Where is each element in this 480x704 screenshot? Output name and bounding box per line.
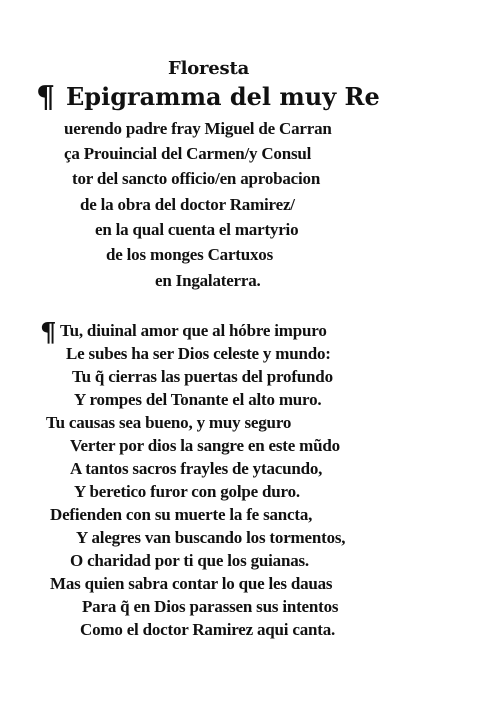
verse-line: Tu q̃ cierras las puertas del profundo bbox=[72, 367, 333, 386]
intro-line: en Ingalaterra. bbox=[155, 271, 261, 290]
running-header: Floresta bbox=[168, 58, 250, 79]
verse-line: Y alegres van buscando los tormentos, bbox=[76, 528, 346, 547]
verse-line: O charidad por ti que los guianas. bbox=[70, 551, 309, 570]
verse-line: Para q̃ en Dios parassen sus intentos bbox=[82, 597, 339, 616]
intro-line: uerendo padre fray Miguel de Carran bbox=[64, 119, 332, 138]
verse-line: Y rompes del Tonante el alto muro. bbox=[74, 390, 322, 409]
verse-line: A tantos sacros frayles de ytacundo, bbox=[70, 459, 323, 478]
verse-line: Tu causas sea bueno, y muy seguro bbox=[46, 413, 292, 432]
verse-pilcrow: ¶ bbox=[40, 318, 57, 348]
intro-line: de la obra del doctor Ramirez/ bbox=[80, 195, 295, 214]
verse-line: Tu, diuinal amor que al hóbre impuro bbox=[60, 321, 327, 340]
verse-line: Como el doctor Ramirez aqui canta. bbox=[80, 620, 336, 639]
verse-line: Verter por dios la sangre en este mũdo bbox=[70, 436, 340, 455]
verse-line: Y beretico furor con golpe duro. bbox=[74, 482, 300, 501]
intro-line: de los monges Cartuxos bbox=[106, 245, 274, 264]
intro-line: tor del sancto officio/en aprobacion bbox=[72, 169, 321, 188]
verse-line: Le subes ha ser Dios celeste y mundo: bbox=[66, 344, 331, 363]
epigram-title: Epigramma del muy Re bbox=[66, 82, 380, 111]
intro-line: en la qual cuenta el martyrio bbox=[95, 220, 299, 239]
verse-line: Mas quien sabra contar lo que les dauas bbox=[50, 574, 333, 593]
title-pilcrow: ¶ bbox=[36, 80, 56, 115]
intro-line: ça Prouincial del Carmen/y Consul bbox=[64, 144, 312, 163]
verse-line: Defienden con su muerte la fe sancta, bbox=[50, 505, 313, 524]
